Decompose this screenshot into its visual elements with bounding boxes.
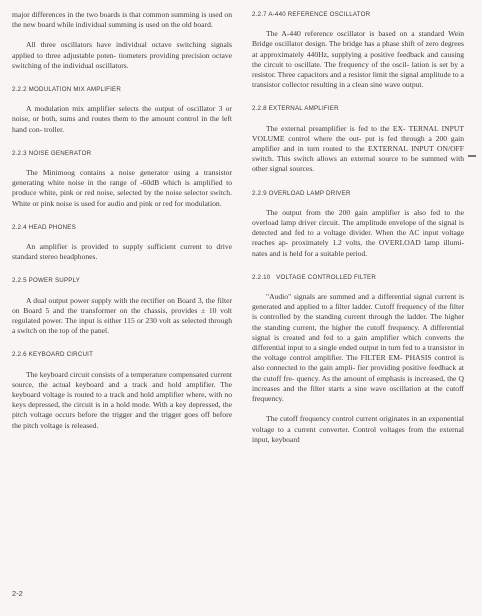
section-heading-external-amplifier: 2.2.8 EXTERNAL AMPLIFIER bbox=[252, 105, 339, 113]
section-body-noise-generator: The Minimoog contains a noise generator using a transistor generating white noise in the range of -60dB which is amplified to produce white, pink or red noise, selected by the noise selector switch. White or pink noise is used for audio and pink or red for modulation. bbox=[12, 168, 232, 208]
right-column bbox=[252, 10, 464, 455]
page-number: 2-2 bbox=[12, 589, 23, 598]
left-column bbox=[12, 10, 232, 441]
oscillators-paragraph: All three oscillators have individual octave switching signals applied to three adjustable poten- tiometers providing precision octave switching of the individual oscillators. bbox=[12, 40, 232, 70]
section-body-voltage-controlled-filter-2: The cutoff frequency control current originates in an exponential voltage to a current converter. Control voltages from the external input, keyboard bbox=[252, 414, 464, 444]
section-body-modulation-mix: A modulation mix amplifier selects the output of oscillator 3 or noise, or both, sums and routes them to the amount control in the left hand con- troller. bbox=[12, 104, 232, 134]
section-heading-power-supply: 2.2.5 POWER SUPPLY bbox=[12, 277, 81, 285]
section-heading-head-phones: 2.2.4 HEAD PHONES bbox=[12, 223, 76, 231]
section-body-keyboard-circuit: The keyboard circuit consists of a temperature compensated current source, the actual keyboard and a track and hold amplifier. The keyboard voltage is routed to a track and hold amplifier where, with no keys depressed, the circuit is in a hold mode. With a key depressed, the pitch voltage occurs before the trigger and the trigger goes off before the pitch voltage is released. bbox=[12, 369, 232, 430]
section-body-head-phones: An amplifier is provided to supply sufficient current to drive standard stereo headphones. bbox=[12, 242, 232, 262]
section-body-voltage-controlled-filter-1: "Audio" signals are summed and a differential signal current is generated and applied to a filter ladder. Cutoff frequency of the filter is controlled by the standing current through the ladder. The higher the standing current, the higher the cutoff frequency. A differential signal is created and fed to a gain amplifier which converts the differential input to a single ended output in turn fed to a transistor in the voltage control amplifier. The FILTER EM- PHASIS control is also connected to the gain ampli- fier providing positive feedback at the cutoff fre- quency. As the amount of emphasis is increased, the Q increases and the filter starts a sine wave oscillation at the cutoff frequency. bbox=[252, 292, 464, 404]
intro-paragraph: major differences in the two boards is that common summing is used on the new board while individual summing is used on the old board. bbox=[12, 10, 232, 30]
section-heading-overload-lamp: 2.2.9 OVERLOAD LAMP DRIVER bbox=[252, 189, 351, 197]
section-heading-reference-oscillator: 2.2.7 A-440 REFERENCE OSCILLATOR bbox=[252, 11, 371, 18]
margin-mark bbox=[468, 155, 476, 157]
section-heading-modulation-mix: 2.2.2 MODULATION MIX AMPLIFIER bbox=[12, 86, 122, 94]
section-body-overload-lamp: The output from the 200 gain amplifier is also fed to the overload lamp driver circuit. The amplitude envelope of the signal is detected and fed to a voltage divider. When the AC input voltage reaches ap- proximately 1.2 volts, the OVERLOAD lamp illumi- nates and is held for a suitable period. bbox=[252, 207, 464, 258]
section-heading-voltage-controlled-filter: 2.2.10 VOLTAGE CONTROLLED FILTER bbox=[252, 273, 377, 281]
section-body-external-amplifier: The external preamplifier is fed to the EX- TERNAL INPUT VOLUME control where the out- put is fed through a 200 gain amplifier and in turn routed to the EXTERNAL INPUT ON/OFF switch. This switch allows an external source to be summed with other signal sources. bbox=[252, 123, 464, 174]
section-heading-keyboard-circuit: 2.2.6 KEYBOARD CIRCUIT bbox=[12, 351, 94, 359]
section-heading-noise-generator: 2.2.3 NOISE GENERATOR bbox=[12, 149, 92, 157]
section-body-reference-oscillator: The A-440 reference oscillator is based on a standard Wein Bridge oscillator design. The bridge has a phase shift of zero degrees at approximately 440Hz, supplying a positive feedback and causing the circuit to oscillate. The frequency of the oscil- lation is set by a resistor. Three capacitors and a resistor limit the signal amplitude to a transistor collector resulting in a clean sine wave output. bbox=[252, 29, 464, 90]
section-body-power-supply: A dual output power supply with the rectifier on Board 3, the filter on Board 5 and the transformer on the chassis, provides ± 10 volt regulated power. The input is either 115 or 230 volt as selected through a switch on the top of the panel. bbox=[12, 295, 232, 336]
